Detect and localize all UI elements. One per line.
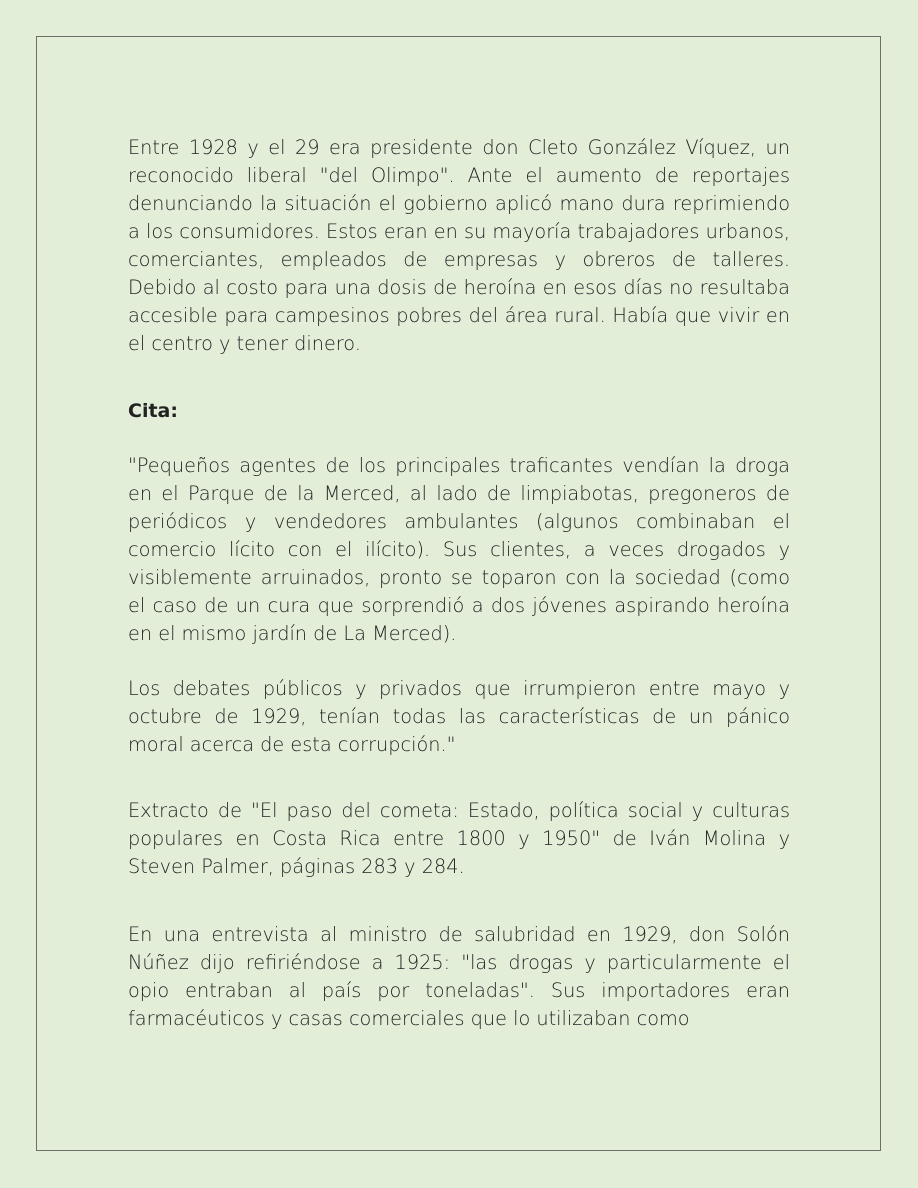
source-citation: Extracto de "El paso del cometa: Estado, política social y culturas populares en Costa Rica entre 1800 y 1950" de Iván Molina y Steven Palmer, páginas 283 y 284. [128, 799, 790, 878]
intro-paragraph: Entre 1928 y el 29 era presidente don Cleto González Víquez, un reconocido liberal "del Olimpo". Ante el aumento de reportajes denunciando la situación el gobierno aplicó mano dura reprimiendo a los consumidores. Estos eran en su mayoría trabajadores urbanos, comerciantes, empleados de empresas y obreros de talleres. Debido al costo para una dosis de heroína en esos días no resultaba accesible para campesinos pobres del área rural. Había que vivir en el centro y tener dinero. [128, 136, 790, 355]
quote-paragraph-1: "Pequeños agentes de los principales traficantes vendían la droga en el Parque de la Merced, al lado de limpiabotas, pregoneros de periódicos y vendedores ambulantes (algunos combinaban el comercio lícito con el ilícito). Sus clientes, a veces drogados y visiblemente arruinados, pronto se toparon con la sociedad (como el caso de un cura que sorprendió a dos jóvenes aspirando heroína en el mismo jardín de La Merced). [128, 454, 790, 645]
ministry-interview-paragraph: En una entrevista al ministro de salubridad en 1929, don Solón Núñez dijo refiriéndose a 1925: "las drogas y particularmente el opio entraban al país por toneladas". Sus importadores eran farmacéuticos y casas comerciales que lo utilizaban como [128, 923, 790, 1030]
quote-paragraph-2: Los debates públicos y privados que irrumpieron entre mayo y octubre de 1929, tenían todas las características de un pánico moral acerca de esta corrupción." [128, 677, 790, 756]
cita-heading: Cita: [128, 400, 178, 422]
